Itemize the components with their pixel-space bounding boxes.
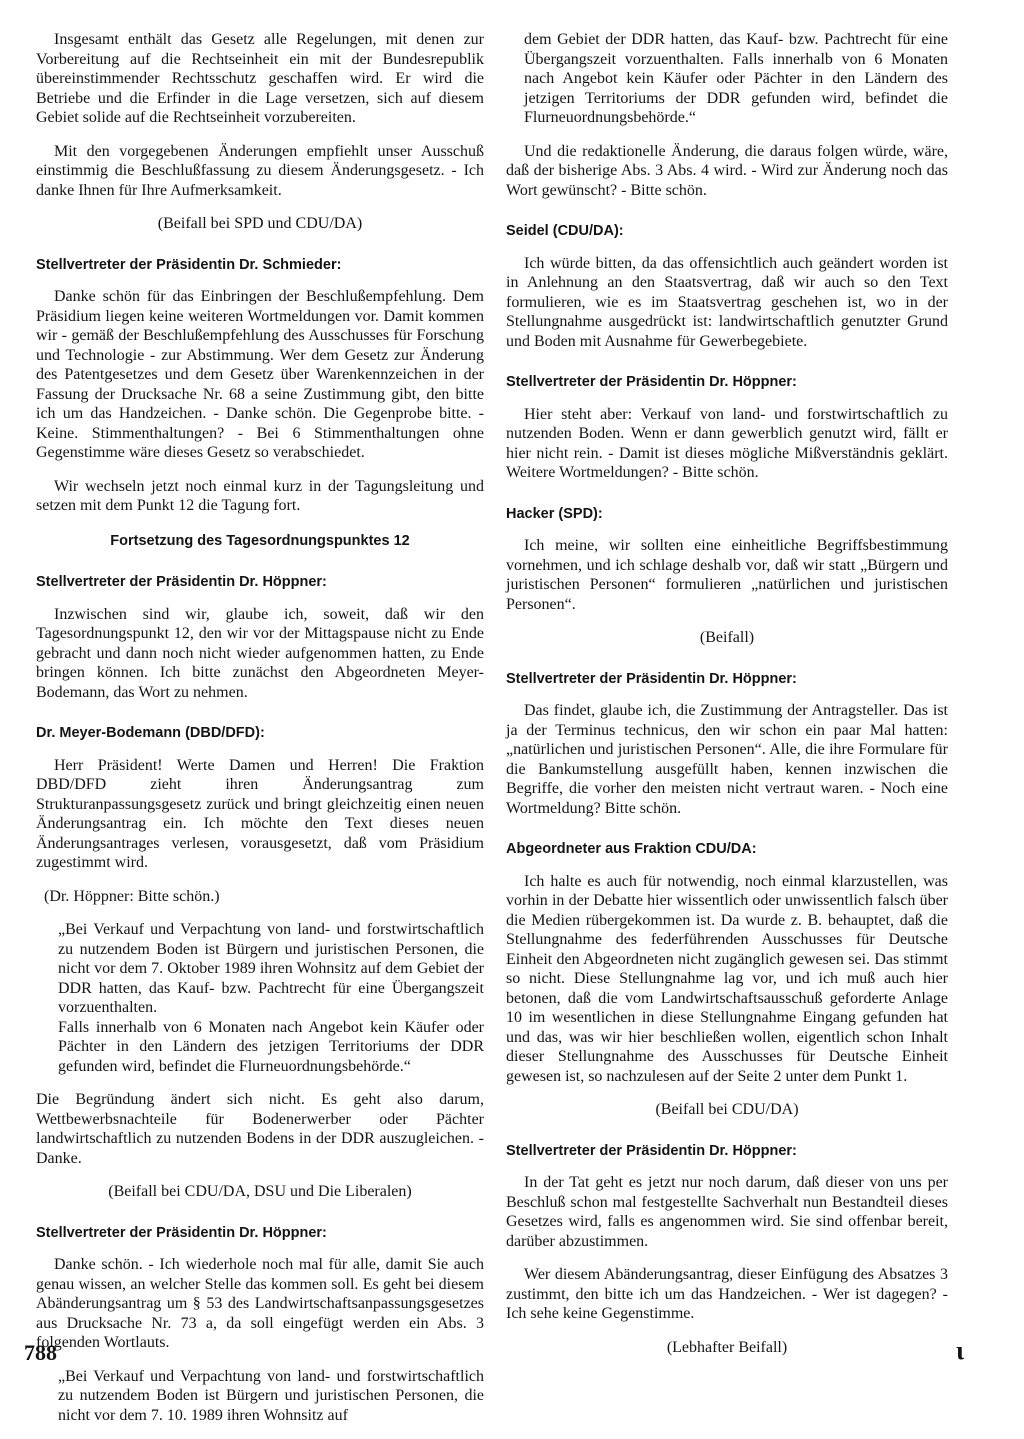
section-heading: Fortsetzung des Tagesordnungspunktes 12 [110,532,410,549]
paragraph: Ich meine, wir sollten eine einheitliche Begriffsbestimmung vornehmen, und ich schlage deshalb vor, daß wir statt „Bürgern und juristischen Personen“ formulieren „natürlichen und juristischen Personen“. [506,537,948,613]
paragraph: Herr Präsident! Werte Damen und Herren! Die Fraktion DBD/DFD zieht ihren Änderungsantrag zum Strukturanpassungsgesetz zurück und bringt gleichzeitig einen neuen Änderungsantrag ein. Ich möchte den Text dieses neuen Änderungsantrages verlesen, vorausgesetzt, daß vom Präsidium zugestimmt wird. [36,756,484,871]
interjection: (Dr. Höppner: Bitte schön.) [44,887,220,905]
left-column [36,30,484,1439]
paragraph: Mit den vorgegebenen Änderungen empfiehlt unser Ausschuß einstimmig die Beschlußfassung zu diesem Änderungsgesetz. - Ich danke Ihnen für Ihre Aufmerksamkeit. [36,142,484,199]
paragraph: Das findet, glaube ich, die Zustimmung der Antragsteller. Das ist ja der Terminus technicus, den wir schon ein paar Mal hatten: „natürlichen und juristischen Personen“. Alle, die ihre Formulare für die Bankumstellung ausgefüllt haben, kennen inzwischen die Begriffe, die vorher den meisten nicht vertraut waren. - Noch eine Wortmeldung? Bitte schön. [506,702,948,817]
paragraph: Hier steht aber: Verkauf von land- und forstwirtschaftlich zu nutzenden Boden. Wenn er dann gewerblich genutzt wird, fällt er hier nicht rein. - Damit ist dieses mögliche Mißverständnis geklärt. Weitere Wortmeldungen? - Bitte schön. [506,405,948,481]
paragraph: Ich halte es auch für notwendig, noch einmal klarzustellen, was vorhin in der Debatte hier wissentlich oder unwissentlich falsch über die Medien rübergekommen ist. Da wurde z. B. behauptet, daß die Stellungnahme des federführenden Ausschusses für Deutsche Einheit den Abgeordneten nicht zugänglich gewesen sei. Das stimmt so nicht. Diese Stellungnahme lag vor, und ich muß auch hier betonen, daß die vom Landwirtschaftsausschuß geforderte Anlage 10 im wesentlichen in diese Stellungnahme Eingang gefunden hat und das, was wir hier beschließen wollen, eigentlich schon Inhalt dieser Stellungnahme des Ausschusses für Deutsche Einheit gewesen ist, so nachzulesen auf der Seite 2 unter dem Punkt 1. [506,872,948,1085]
speaker-heading: Abgeordneter aus Fraktion CDU/DA: [506,841,757,857]
quoted-amendment [58,920,484,1076]
applause-note: (Beifall bei SPD und CDU/DA) [157,215,363,232]
paragraph: Ich würde bitten, da das offensichtlich auch geändert worden ist in Anlehnung an den Staatsvertrag, daß wir auch so den Text formulieren, wie es im Staatsvertrag geschehen ist, wo in der Stellungnahme ausgedrückt ist: landwirtschaftlich genutzter Grund und Boden mit Ausnahme für Gewerbegebiete. [506,254,948,350]
paragraph: Die Begründung ändert sich nicht. Es geht also darum, Wettbewerbsnachteile für Bodenerwerber oder Pächter landwirtschaftlich zu nutzenden Bodens in der DDR auszugleichen. - Danke. [36,1091,484,1167]
page-number: 788 [24,1340,57,1365]
speaker-heading: Stellvertreter der Präsidentin Dr. Höppner: [506,374,797,390]
speaker-heading: Stellvertreter der Präsidentin Dr. Höppner: [506,670,797,687]
paragraph: Wer diesem Abänderungsantrag, dieser Einfügung des Absatzes 3 zustimmt, den bitte ich um das Handzeichen. - Wer ist dagegen? - Ich sehe keine Gegenstimme. [506,1266,948,1322]
quoted-amendment: „Bei Verkauf und Verpachtung von land- und forstwirtschaftlich zu nutzendem Boden ist Bürgern und juristischen Personen, die nicht vor dem 7. 10. 1989 ihren Wohnsitz auf [58,1367,484,1424]
applause-note: (Beifall) [699,629,755,646]
applause-note: (Beifall bei CDU/DA) [655,1101,799,1118]
speaker-heading: Stellvertreter der Präsidentin Dr. Höppner: [506,1142,797,1159]
quote-part: Falls innerhalb von 6 Monaten nach Angebot kein Käufer oder Pächter in den Ländern des jetzigen Territoriums der DDR gefunden wird, befindet die Flurneuordnungsbehörde.“ [58,1018,484,1075]
paragraph: Danke schön für das Einbringen der Beschlußempfehlung. Dem Präsidium liegen keine weiteren Wortmeldungen vor. Damit kommen wir - gemäß der Beschlußempfehlung des Ausschusses für Forschung und Technologie - zur Abstimmung. Wer dem Gesetz zur Änderung des Patentgesetzes und dem Gesetz über Warenkennzeichen in der Fassung der Drucksache Nr. 68 a seine Zustimmung gibt, den bitte ich um das Handzeichen. - Danke schön. Die Gegenprobe bitte. - Keine. Stimmenthaltungen? - Bei 6 Stimmenthaltungen ohne Gegenstimme wäre dieses Gesetz so verabschiedet. [36,288,484,461]
quote-part: „Bei Verkauf und Verpachtung von land- und forstwirtschaftlich zu nutzendem Boden ist Bürgern und juristischen Personen, die nicht vor dem 7. Oktober 1989 ihren Wohnsitz auf dem Gebiet der DDR hatten, das Kauf- bzw. Pachtrecht für eine Übergangszeit vorzuenthalten. [58,921,484,1016]
paragraph: Wir wechseln jetzt noch einmal kurz in der Tagungsleitung und setzen mit dem Punkt 12 die Tagung fort. [36,477,484,514]
speaker-heading: Seidel (CDU/DA): [506,223,624,239]
speaker-heading: Dr. Meyer-Bodemann (DBD/DFD): [36,725,265,741]
applause-note: (Beifall bei CDU/DA, DSU und Die Liberalen) [108,1183,412,1200]
applause-note: (Lebhafter Beifall) [666,1338,788,1356]
paragraph: Danke schön. - Ich wiederhole noch mal für alle, damit Sie auch genau wissen, an welcher Stelle das kommen soll. Es geht bei diesem Abänderungsantrag um § 53 des Landwirtschaftsanpassungsgesetzes aus Drucksache Nr. 73 a, da soll eingefügt werden ein Abs. 3 folgenden Wortlauts. [36,1256,484,1351]
corner-mark: ι [956,1336,965,1365]
speaker-heading: Stellvertreter der Präsidentin Dr. Höppner: [36,574,327,590]
speaker-heading: Stellvertreter der Präsidentin Dr. Höppner: [36,1224,327,1241]
quoted-amendment: dem Gebiet der DDR hatten, das Kauf- bzw. Pachtrecht für eine Übergangszeit vorzuenthalten. Falls innerhalb von 6 Monaten nach Angebot kein Käufer oder Pächter in den Ländern des jetzigen Territoriums der DDR gefunden wird, befindet die Flurneuordnungsbehörde.“ [524,31,948,126]
paragraph: In der Tat geht es jetzt nur noch darum, daß dieser von uns per Beschluß schon mal festgestellte Sachverhalt nun Bestandteil dieses Gesetzes wird, falls es angenommen wird. Sie sind offenbar bereit, darüber abzustimmen. [506,1174,948,1250]
speaker-heading: Hacker (SPD): [506,505,603,522]
paragraph: Inzwischen sind wir, glaube ich, soweit, daß wir den Tagesordnungspunkt 12, den wir vor der Mittagspause nicht zu Ende gebracht und dann noch nicht wieder aufgenommen hatten, zu Ende bringen können. Ich bitte zunächst den Abgeordneten Meyer-Bodemann, das Wort zu nehmen. [36,605,484,701]
right-column [506,30,948,1373]
paragraph: Insgesamt enthält das Gesetz alle Regelungen, mit denen zur Vorbereitung auf die Rechtseinheit ein mit der Bundesrepublik übereinstimmender Rechtsschutz geschaffen wird. Er wird die Betriebe und die Erfinder in die Lage versetzen, sich auf diesem Gebiet solide auf die Rechtseinheit vorzubereiten. [36,31,484,126]
paragraph: Und die redaktionelle Änderung, die daraus folgen würde, wäre, daß der bisherige Abs. 3 Abs. 4 wird. - Wird zur Änderung noch das Wort gewünscht? - Bitte schön. [506,142,948,199]
speaker-heading: Stellvertreter der Präsidentin Dr. Schmieder: [36,256,342,273]
